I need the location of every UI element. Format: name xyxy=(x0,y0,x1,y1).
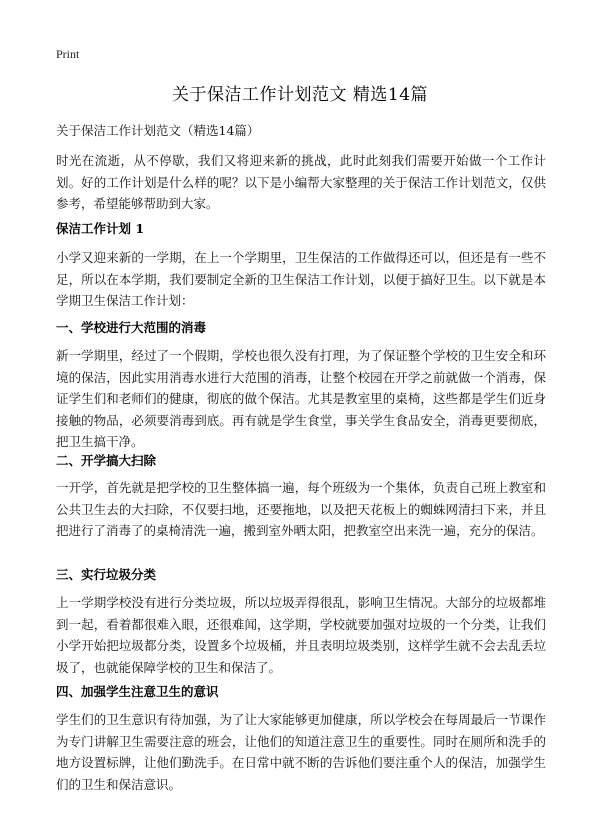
section-body-3: 上一学期学校没有进行分类垃圾，所以垃圾弄得很乱，影响卫生情况。大部分的垃圾都堆到一起，看着都很难入眼，还很难闻，这学期，学校就要加强对垃圾的一个分类，让我们小学开始把垃圾都分类，设置多个垃圾桶，并且表明垃圾类别，这样学生就不会去乱丢垃圾了，也就能保障学校的卫生和保洁了。 xyxy=(56,595,546,675)
section-body-1: 新一学期里，经过了一个假期，学校也很久没有打理，为了保证整个学校的卫生安全和环境的保洁，因此实用消毒水进行大范围的消毒，让整个校园在开学之前就做一个消毒，保证学生们和老师们的健康，彻底的做个保洁。尤其是教室里的桌椅，这些都是学生们近身接触的物品，必须要消毒到底。再有就是学生食堂，事关学生食品安全，消毒更要彻底，把卫生搞干净。 xyxy=(56,348,546,449)
section-heading-3: 三、实行垃圾分类 xyxy=(56,567,157,582)
print-label: Print xyxy=(56,47,80,61)
section-body-4: 学生们的卫生意识有待加强，为了让大家能够更加健康，所以学校会在每周最后一节课作为专门讲解卫生需要注意的班会，让他们的知道注意卫生的重要性。同时在厕所和洗手的地方设置标牌，让他们勤洗手。在日常中就不断的告诉他们要注重个人的保洁，加强学生们的卫生和保洁意识。 xyxy=(56,712,546,792)
intro-paragraph: 时光在流逝，从不停歇，我们又将迎来新的挑战，此时此刻我们需要开始做一个工作计划。好的工作计划是什么样的呢？以下是小编帮大家整理的关于保洁工作计划范文，仅供参考，希望能够帮助到大家。 xyxy=(56,153,546,211)
section-heading-1: 一、学校进行大范围的消毒 xyxy=(56,320,207,335)
plan-intro-paragraph: 小学又迎来新的一学期，在上一个学期里，卫生保洁的工作做得还可以，但还是有一些不足，所以在本学期，我们要制定全新的卫生保洁工作计划，以便于搞好卫生。以下就是本学期卫生保洁工作计划： xyxy=(56,250,546,308)
document-title: 关于保洁工作计划范文 精选14篇 xyxy=(171,85,429,105)
section-body-2: 一开学，首先就是把学校的卫生整体搞一遍，每个班级为一个集体，负责自己班上教室和公共卫生去的大扫除，不仅要扫地，还要拖地，以及把天花板上的蜘蛛网清扫下来，并且把进行了消毒了的桌椅清洗一遍，搬到室外晒太阳，把教室空出来洗一遍，充分的保洁。 xyxy=(56,480,546,538)
plan-heading: 保洁工作计划 1 xyxy=(56,221,145,236)
section-heading-2: 二、开学搞大扫除 xyxy=(56,453,157,468)
section-heading-4: 四、加强学生注意卫生的意识 xyxy=(56,684,219,699)
document-subtitle: 关于保洁工作计划范文（精选14篇） xyxy=(56,123,260,138)
